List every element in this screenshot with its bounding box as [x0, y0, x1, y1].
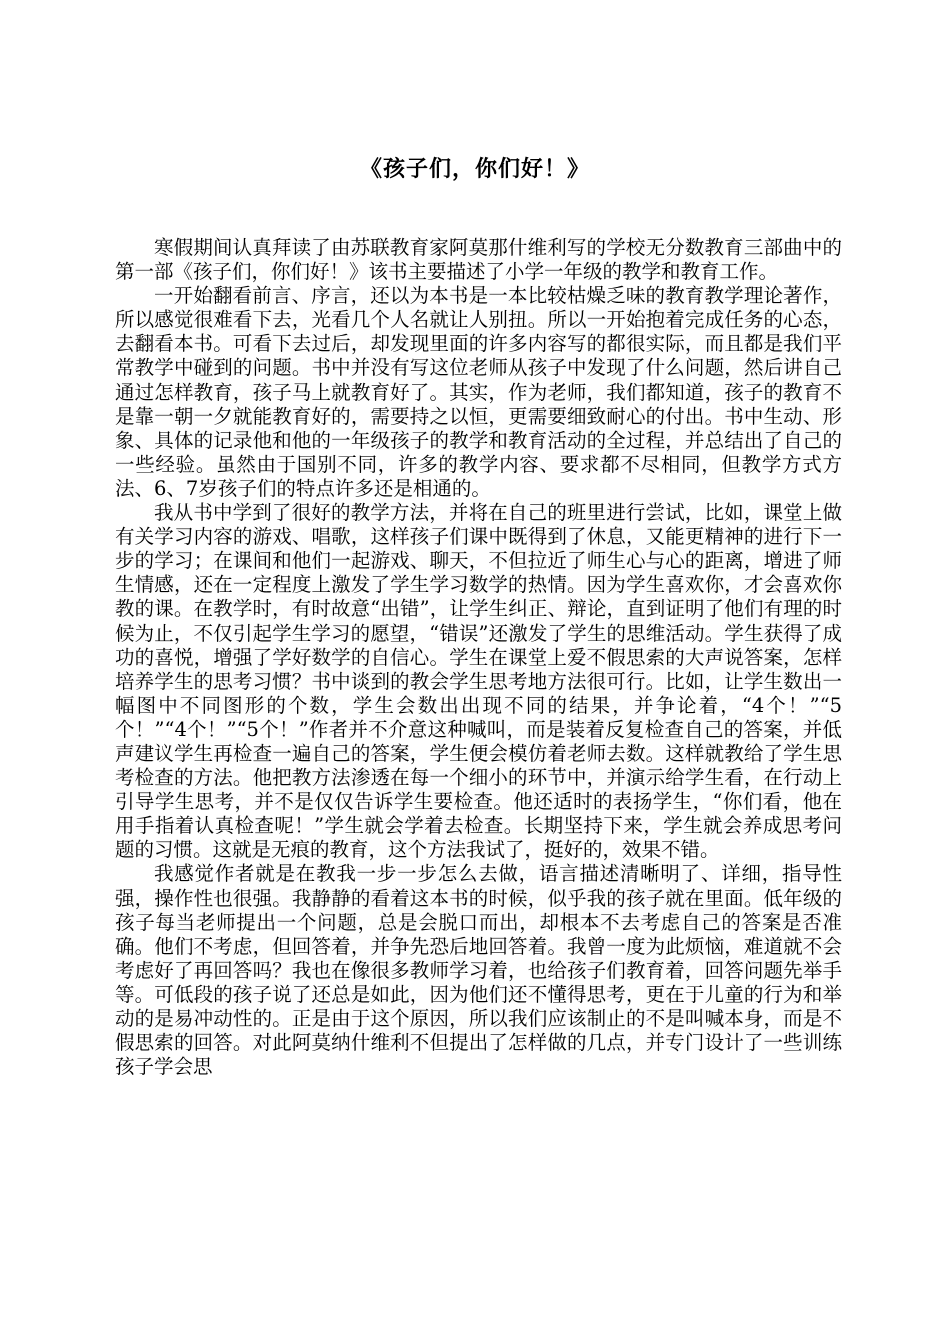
paragraph-1: 寒假期间认真拜读了由苏联教育家阿莫那什维利写的学校无分数教育三部曲中的第一部《孩子们，你们好！》该书主要描述了小学一年级的教学和教育工作。	[115, 236, 842, 284]
paragraph-3: 我从书中学到了很好的教学方法，并将在自己的班里进行尝试，比如，课堂上做有关学习内容的游戏、唱歌，这样孩子们课中既得到了休息，又能更精神的进行下一步的学习；在课间和他们一起游戏、聊天，不但拉近了师生心与心的距离，增进了师生情感，还在一定程度上激发了学生学习数学的热情。因为学生喜欢你，才会喜欢你教的课。在教学时，有时故意“出错”，让学生纠正、辩论，直到证明了他们有理的时候为止，不仅引起学生学习的愿望，“错误”还激发了学生的思维活动。学生获得了成功的喜悦，增强了学好数学的自信心。学生在课堂上爱不假思索的大声说答案，怎样培养学生的思考习惯？书中谈到的教会学生思考地方法很可行。比如，让学生数出一幅图中不同图形的个数，学生会数出出现不同的结果，并争论着，“4个！”“5个！”“4个！”“5个！”作者并不介意这种喊叫，而是装着反复检查自己的答案，并低声建议学生再检查一遍自己的答案，学生便会模仿着老师去数。这样就教给了学生思考检查的方法。他把教方法渗透在每一个细小的环节中，并演示给学生看，在行动上引导学生思考，并不是仅仅告诉学生要检查。他还适时的表扬学生，“你们看，他在用手指着认真检查呢！”学生就会学着去检查。长期坚持下来，学生就会养成思考问题的习惯。这就是无痕的教育，这个方法我试了，挺好的，效果不错。	[115, 501, 842, 862]
paragraph-2: 一开始翻看前言、序言，还以为本书是一本比较枯燥乏味的教育教学理论著作，所以感觉很难看下去，光看几个人名就让人别扭。所以一开始抱着完成任务的心态，去翻看本书。可看下去过后，却发现里面的许多内容写的都很实际，而且都是我们平常教学中碰到的问题。书中并没有写这位老师从孩子中发现了什么问题，然后讲自己通过怎样教育，孩子马上就教育好了。其实，作为老师，我们都知道，孩子的教育不是靠一朝一夕就能教育好的，需要持之以恒，更需要细致耐心的付出。书中生动、形象、具体的记录他和他的一年级孩子的教学和教育活动的全过程，并总结出了自己的一些经验。虽然由于国别不同，许多的教学内容、要求都不尽相同，但教学方式方法、6、7岁孩子们的特点许多还是相通的。	[115, 284, 842, 500]
paragraph-4: 我感觉作者就是在教我一步一步怎么去做，语言描述清晰明了、详细，指导性强，操作性也很强。我静静的看着这本书的时候，似乎我的孩子就在里面。低年级的孩子每当老师提出一个问题，总是会脱口而出，却根本不去考虑自己的答案是否准确。他们不考虑，但回答着，并争先恐后地回答着。我曾一度为此烦恼，难道就不会考虑好了再回答吗？我也在像很多教师学习着，也给孩子们教育着，回答问题先举手等。可低段的孩子说了还总是如此，因为他们还不懂得思考，更在于儿童的行为和举动的是易冲动性的。正是由于这个原因，所以我们应该制止的不是叫喊本身，而是不假思索的回答。对此阿莫纳什维利不但提出了怎样做的几点，并专门设计了一些训练孩子学会思	[115, 862, 842, 1079]
document-title: 《孩子们，你们好！》	[359, 157, 590, 182]
document-body	[115, 236, 842, 1079]
